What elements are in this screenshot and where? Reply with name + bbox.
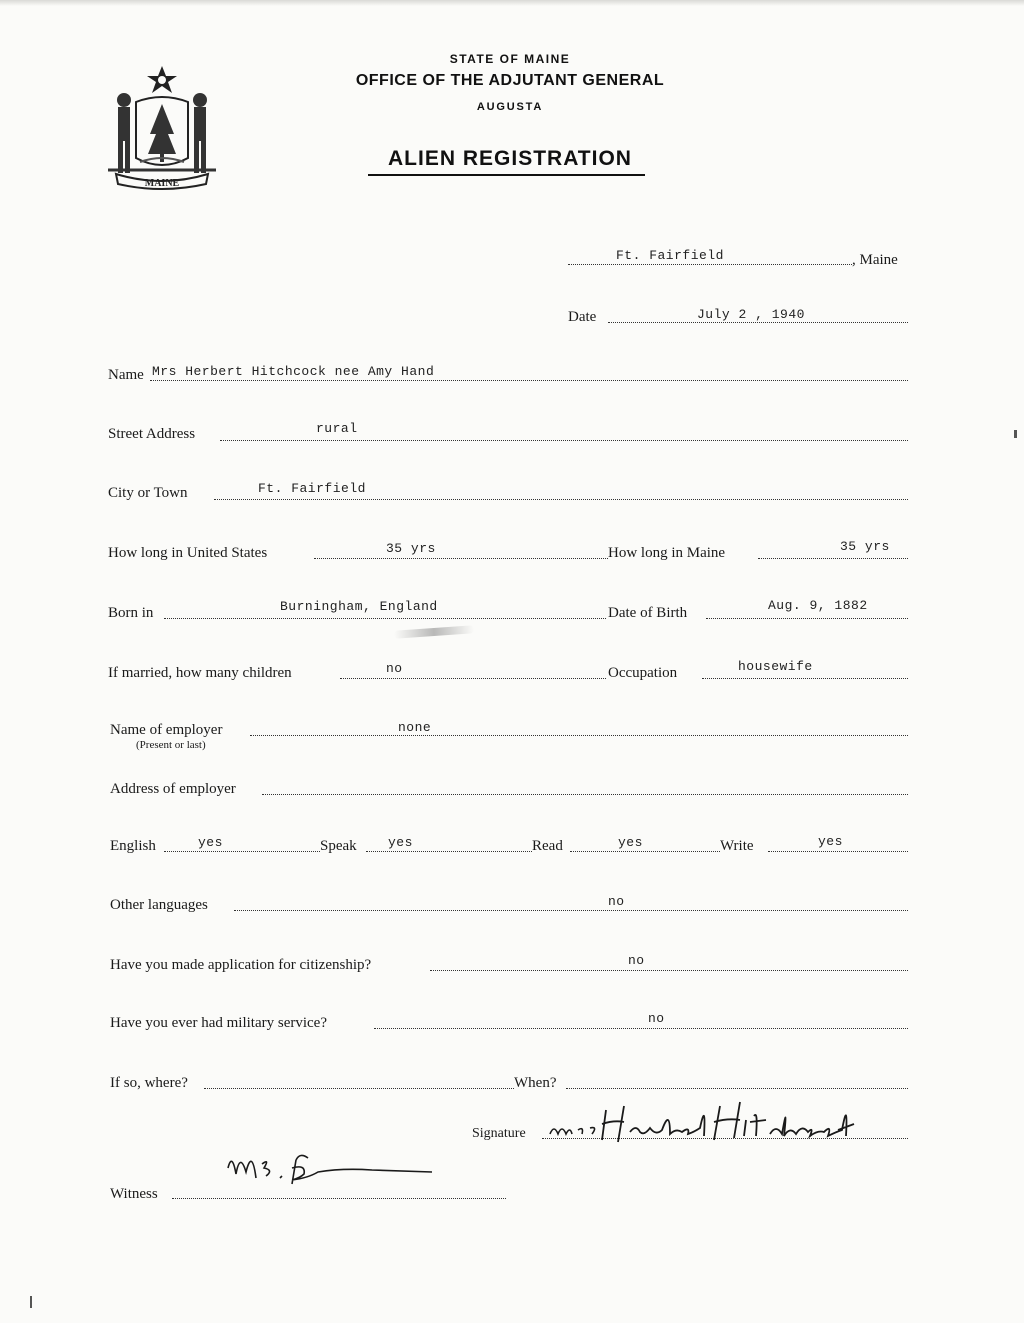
employer-label: Name of employer	[110, 722, 223, 738]
citizenship-label: Have you made application for citizenship?	[110, 957, 372, 973]
born-in-line	[164, 618, 606, 619]
form-title: ALIEN REGISTRATION	[388, 147, 632, 170]
occupation-label: Occupation	[608, 665, 678, 681]
read-label: Read	[532, 838, 563, 854]
english-line	[164, 851, 320, 852]
scan-mark	[1014, 430, 1017, 438]
dob-line	[706, 618, 908, 619]
where-label: If so, where?	[110, 1075, 188, 1091]
years-us-value[interactable]: 35 yrs	[386, 541, 436, 556]
children-line	[340, 678, 606, 679]
street-label: Street Address	[108, 426, 196, 442]
children-value[interactable]: no	[386, 661, 403, 676]
scan-edge	[0, 0, 1024, 6]
svg-text:MAINE: MAINE	[144, 178, 180, 189]
other-languages-label: Other languages	[110, 897, 208, 913]
city-value[interactable]: Ft. Fairfield	[258, 481, 366, 496]
english-label: English	[110, 838, 156, 854]
speak-label: Speak	[320, 838, 357, 854]
header-office: OFFICE OF THE ADJUTANT GENERAL	[355, 72, 665, 89]
children-label: If married, how many children	[108, 665, 292, 681]
street-value[interactable]: rural	[316, 421, 358, 436]
witness-value	[222, 1138, 442, 1188]
citizenship-value[interactable]: no	[628, 953, 645, 968]
name-line	[150, 380, 908, 381]
city-label: City or Town	[108, 485, 188, 501]
when-label: When?	[514, 1075, 557, 1091]
header-city: AUGUSTA	[476, 101, 544, 113]
when-line	[566, 1088, 908, 1089]
state-seal-icon	[106, 62, 218, 190]
name-label: Name	[108, 367, 144, 383]
occupation-line	[702, 678, 908, 679]
employer-value[interactable]: none	[398, 720, 432, 735]
location-town[interactable]: Ft. Fairfield	[616, 248, 724, 263]
scan-mark	[30, 1296, 32, 1308]
where-line	[204, 1088, 514, 1089]
occupation-value[interactable]: housewife	[738, 659, 813, 674]
ink-smudge	[394, 625, 474, 639]
date-value[interactable]: July 2 , 1940	[697, 307, 805, 322]
signature-value	[544, 1090, 894, 1156]
other-languages-value[interactable]: no	[608, 894, 625, 909]
date-line	[608, 322, 908, 323]
years-us-label: How long in United States	[108, 545, 268, 561]
employer-sublabel: (Present or last)	[136, 739, 206, 751]
employer-line	[250, 735, 908, 736]
years-maine-label: How long in Maine	[608, 545, 726, 561]
date-label: Date	[568, 309, 597, 325]
location-state-label: , Maine	[852, 252, 898, 268]
signature-label: Signature	[472, 1126, 526, 1141]
dob-label: Date of Birth	[608, 605, 688, 621]
years-maine-value[interactable]: 35 yrs	[840, 539, 890, 554]
street-line	[220, 440, 908, 441]
speak-value[interactable]: yes	[388, 835, 413, 850]
employer-address-label: Address of employer	[110, 781, 236, 797]
read-line	[570, 851, 720, 852]
years-maine-line	[758, 558, 908, 559]
write-value[interactable]: yes	[818, 834, 843, 849]
read-value[interactable]: yes	[618, 835, 643, 850]
title-underline	[368, 174, 645, 176]
military-value[interactable]: no	[648, 1011, 665, 1026]
witness-label: Witness	[110, 1186, 158, 1202]
military-line	[374, 1028, 908, 1029]
military-label: Have you ever had military service?	[110, 1015, 327, 1031]
name-value[interactable]: Mrs Herbert Hitchcock nee Amy Hand	[152, 364, 435, 379]
english-value[interactable]: yes	[198, 835, 223, 850]
witness-line	[172, 1198, 506, 1199]
citizenship-line	[430, 970, 908, 971]
employer-address-line	[262, 794, 908, 795]
header-state: STATE OF MAINE	[449, 52, 571, 66]
location-line	[568, 264, 852, 265]
write-label: Write	[720, 838, 754, 854]
city-line	[214, 499, 908, 500]
write-line	[768, 851, 908, 852]
years-us-line	[314, 558, 608, 559]
born-in-value[interactable]: Burningham, England	[280, 599, 438, 614]
other-languages-line	[234, 910, 908, 911]
born-in-label: Born in	[108, 605, 154, 621]
speak-line	[366, 851, 532, 852]
dob-value[interactable]: Aug. 9, 1882	[768, 598, 868, 613]
